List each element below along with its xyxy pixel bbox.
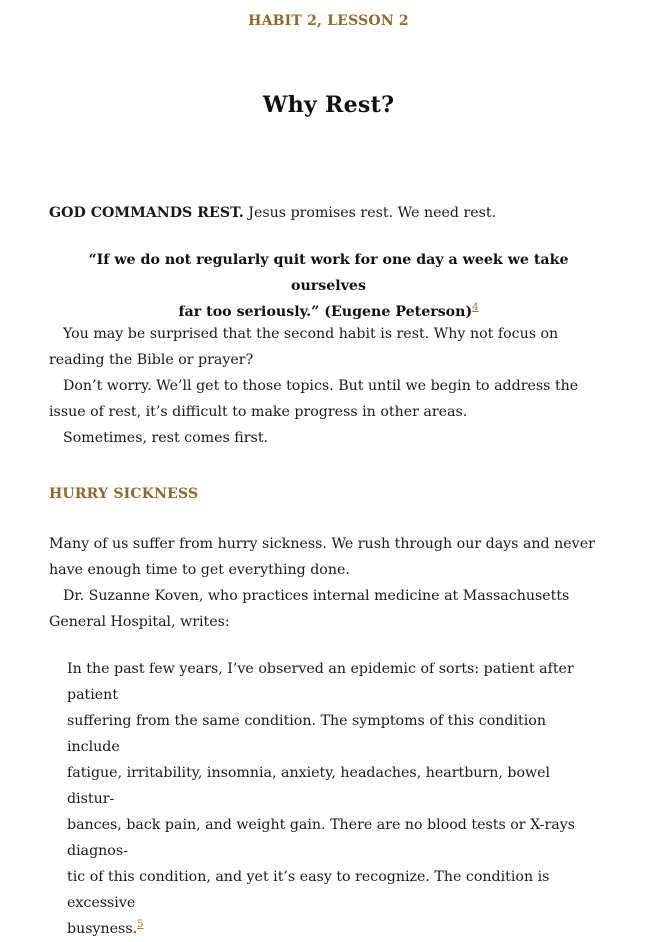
body-paragraph: Sometimes, rest comes first.	[63, 430, 269, 446]
block-quote-last-line	[67, 916, 597, 942]
block-quote-line: In the past few years, I’ve observed an epidemic of sorts: patient after patient	[67, 661, 574, 703]
footnote-link-5[interactable]: 5	[137, 919, 144, 930]
body-paragraph: Dr. Suzanne Koven, who practices internal medicine at Massachusetts General Hospital, writes:	[49, 588, 570, 630]
block-quote-line: tic of this condition, and yet it’s easy to recognize. The condition is excessive	[67, 869, 550, 911]
running-head: HABIT 2, LESSON 2	[248, 13, 409, 29]
block-quote	[67, 656, 597, 942]
body-paragraph: You may be surprised that the second habit is rest. Why not focus on reading the Bible or prayer?	[49, 326, 559, 368]
block-quote-line: suffering from the same condition. The symptoms of this condition include	[67, 713, 546, 755]
intro-paragraph	[49, 200, 609, 226]
intro-lead: GOD COMMANDS REST.	[49, 205, 244, 221]
block-quote-line: bances, back pain, and weight gain. There are no blood tests or X-rays diagnos-	[67, 817, 576, 859]
quote-line-2-text: far too seriously.” (Eugene Peterson)	[178, 304, 473, 320]
block-quote-line: busyness.	[67, 921, 138, 937]
quote-line-1: “If we do not regularly quit work for one day a week we take ourselves	[88, 252, 569, 294]
block-quote-line: fatigue, irritability, insomnia, anxiety, headaches, heartburn, bowel distur-	[67, 765, 551, 807]
body-section-1	[49, 321, 609, 451]
section-heading: HURRY SICKNESS	[49, 486, 199, 502]
body-paragraph: Don’t worry. We’ll get to those topics. But until we begin to address the issue of rest, it’s difficult to make progress in other areas.	[49, 378, 579, 420]
page-title: Why Rest?	[262, 92, 395, 118]
intro-rest: Jesus promises rest. We need rest.	[243, 205, 497, 221]
body-section-2	[49, 531, 609, 635]
pull-quote	[60, 247, 597, 325]
body-paragraph: Many of us suffer from hurry sickness. We rush through our days and never have enough time to get everything done.	[49, 536, 595, 578]
footnote-link-4[interactable]: 4	[472, 302, 479, 313]
